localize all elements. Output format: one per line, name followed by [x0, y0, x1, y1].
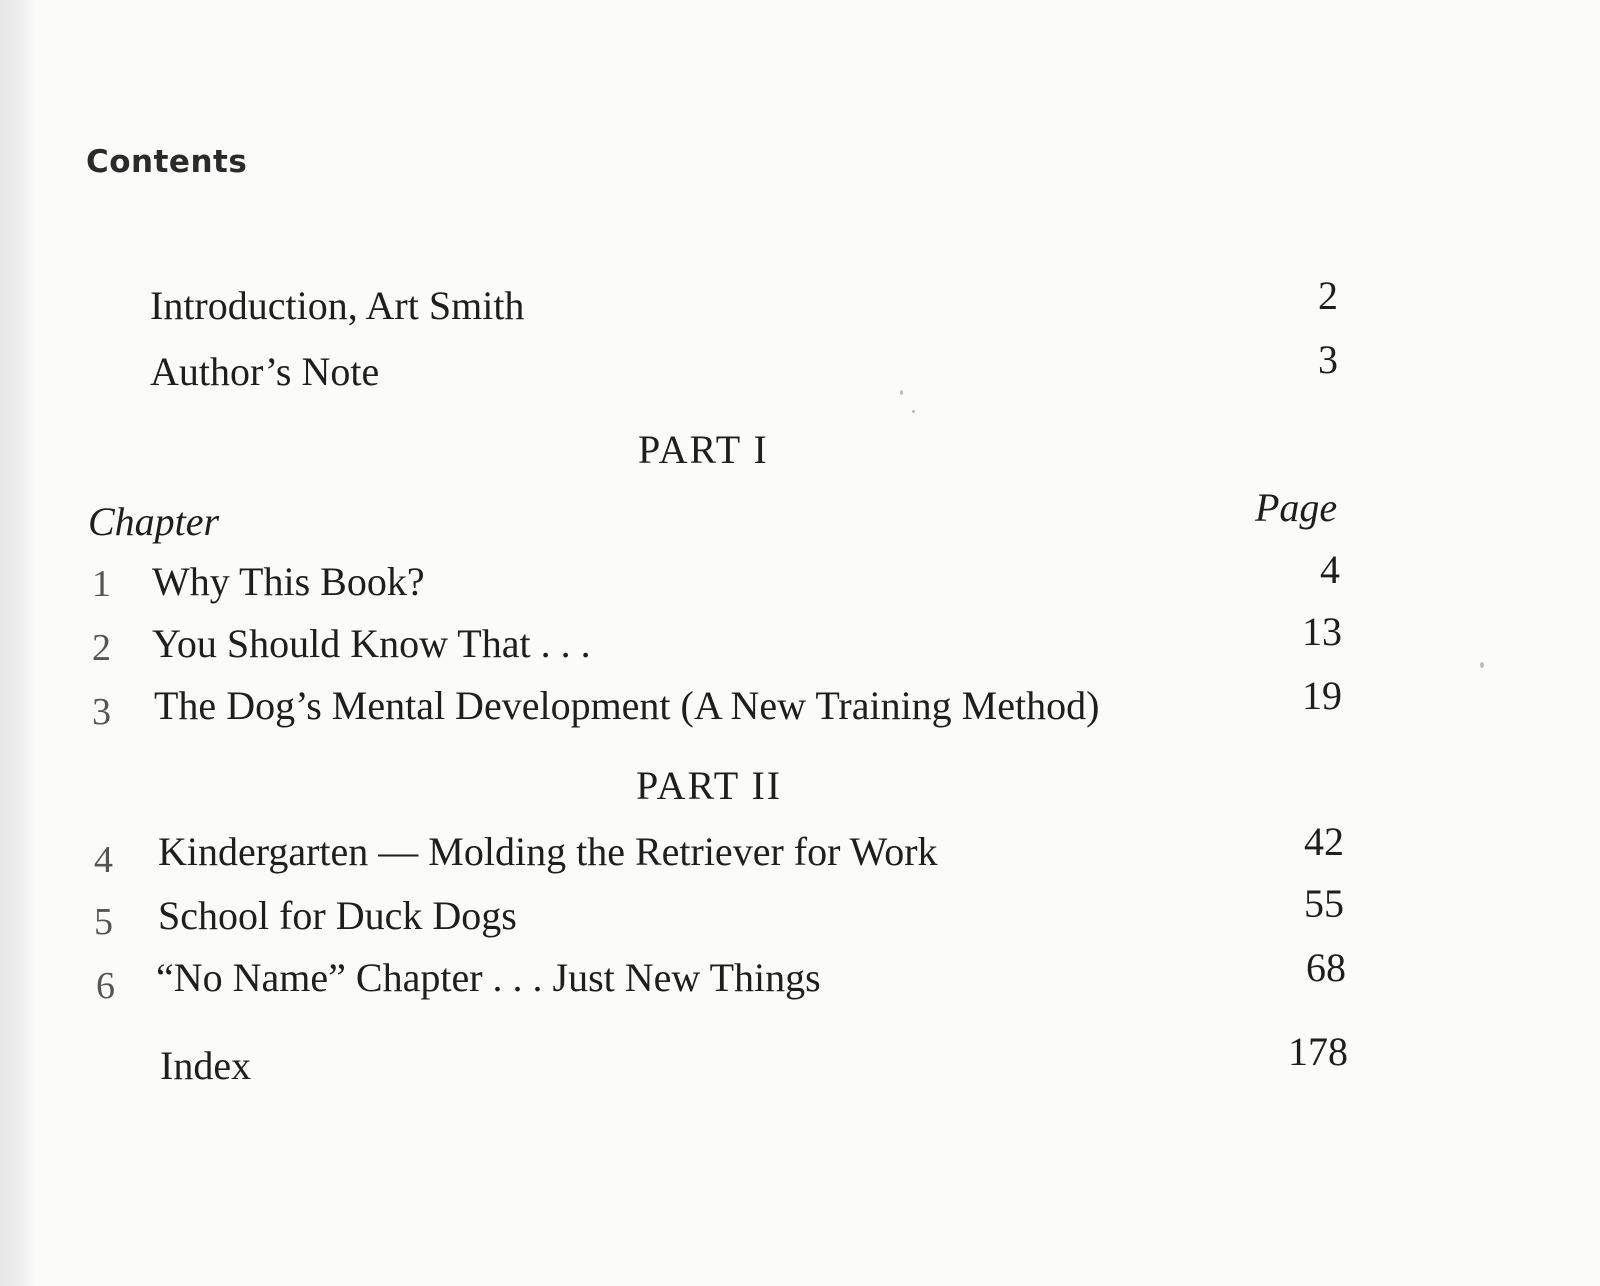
chapter-number: 3 [92, 691, 111, 733]
chapter-page: 4 [1320, 547, 1340, 592]
chapter-number: 4 [94, 839, 113, 881]
page-column-label: Page [1255, 485, 1338, 530]
chapter-page: 13 [1302, 609, 1342, 654]
chapter-page: 42 [1304, 819, 1344, 864]
scan-edge [0, 0, 36, 1286]
chapter-title: You Should Know That . . . [152, 621, 591, 666]
back-matter-title-index: Index [160, 1043, 252, 1088]
chapter-title: Why This Book? [152, 559, 425, 604]
chapter-title: The Dog’s Mental Development (A New Training Method) [154, 683, 1100, 728]
front-matter-title-introduction: Introduction, Art Smith [150, 283, 525, 328]
chapter-title: School for Duck Dogs [158, 893, 517, 938]
front-matter-title-authors-note: Author’s Note [150, 349, 380, 394]
front-matter-page-authors-note: 3 [1318, 337, 1338, 382]
back-matter-page-index: 178 [1288, 1029, 1348, 1074]
chapter-column-label: Chapter [88, 499, 220, 544]
part-2-heading: PART II [636, 763, 783, 808]
chapter-title: Kindergarten — Molding the Retriever for Work [158, 829, 938, 874]
chapter-number: 5 [94, 901, 113, 943]
chapter-number: 2 [92, 627, 111, 669]
chapter-page: 68 [1306, 945, 1346, 990]
scan-speck [900, 390, 903, 395]
chapter-page: 19 [1302, 673, 1342, 718]
front-matter-page-introduction: 2 [1318, 273, 1338, 318]
part-1-heading: PART I [638, 427, 769, 472]
chapter-number: 6 [96, 965, 115, 1007]
chapter-page: 55 [1304, 881, 1344, 926]
scan-speck [1480, 662, 1484, 668]
scan-speck [912, 410, 915, 413]
contents-heading: Contents [86, 144, 248, 180]
chapter-number: 1 [92, 563, 111, 605]
chapter-title: “No Name” Chapter . . . Just New Things [156, 955, 821, 1000]
